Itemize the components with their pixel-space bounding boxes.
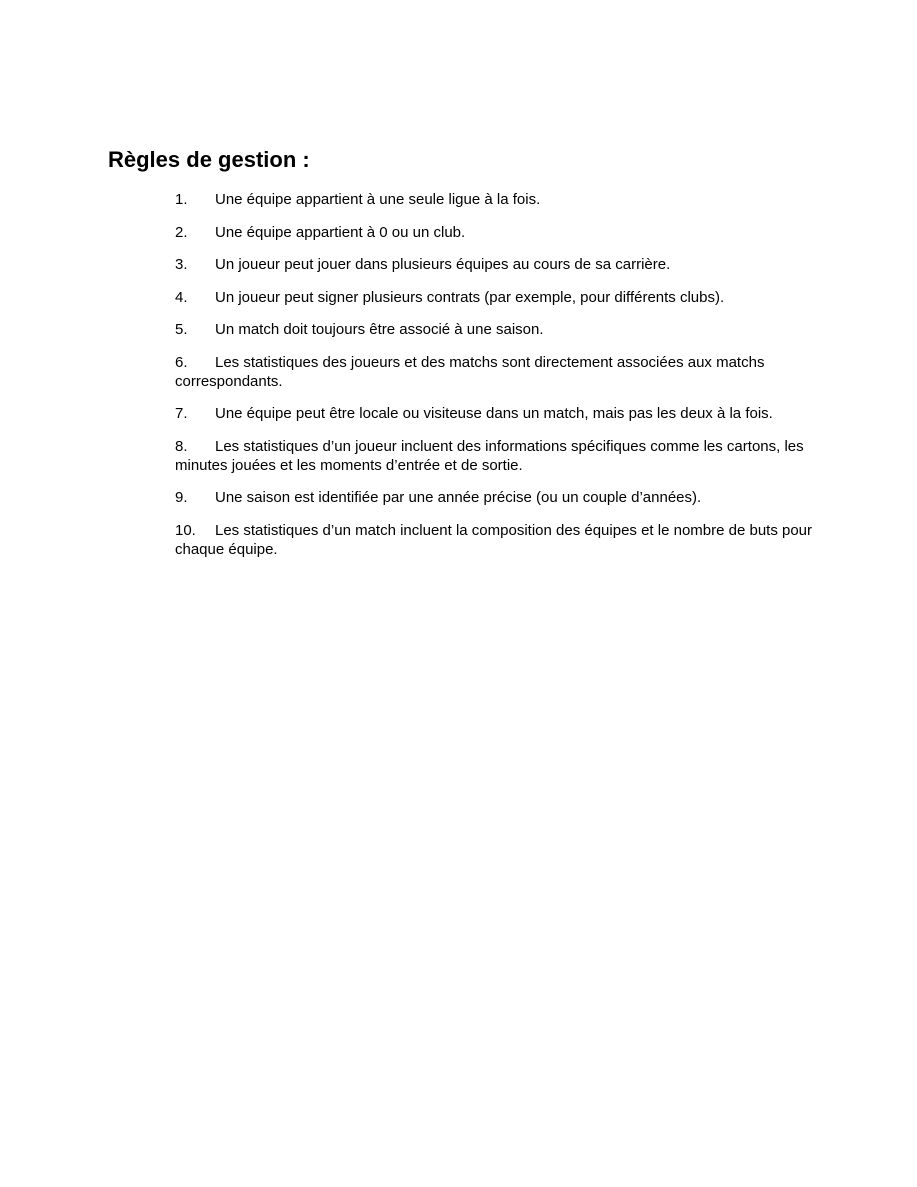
rule-item <box>175 353 815 391</box>
rule-item <box>175 521 815 559</box>
rule-number: 9. <box>175 489 188 506</box>
rule-item <box>175 190 815 209</box>
rule-text: Une équipe appartient à une seule ligue à la fois. <box>215 191 541 208</box>
rule-text: Un match doit toujours être associé à une saison. <box>215 321 544 338</box>
rule-number: 7. <box>175 405 188 422</box>
rule-text: Les statistiques d’un match incluent la composition des équipes et le nombre de buts pour chaque équipe. <box>175 521 813 558</box>
rule-item <box>175 255 815 274</box>
rule-text: Les statistiques des joueurs et des matchs sont directement associées aux matchs correspondants. <box>175 353 765 390</box>
rule-item <box>175 288 815 307</box>
rule-text: Une équipe appartient à 0 ou un club. <box>215 223 466 241</box>
rule-number: 5. <box>175 321 188 338</box>
section-heading: Règles de gestion : <box>108 147 310 172</box>
rule-item <box>175 320 815 339</box>
rule-item <box>175 437 815 475</box>
rule-item <box>175 488 815 507</box>
rule-number: 1. <box>175 191 188 208</box>
rule-item <box>175 404 815 423</box>
rule-number: 3. <box>175 256 188 273</box>
rule-number: 10. <box>175 521 196 539</box>
rule-text: Les statistiques d’un joueur incluent des informations spécifiques comme les cartons, les minutes jouées et les moments d’entrée et de sortie. <box>175 437 804 474</box>
rules-list <box>175 190 815 572</box>
rule-item <box>175 223 815 242</box>
rule-text: Une saison est identifiée par une année précise (ou un couple d’années). <box>215 489 702 506</box>
rule-text: Un joueur peut signer plusieurs contrats (par exemple, pour différents clubs). <box>215 288 725 306</box>
rule-number: 8. <box>175 437 188 455</box>
rule-text: Une équipe peut être locale ou visiteuse dans un match, mais pas les deux à la fois. <box>215 405 773 422</box>
rule-text: Un joueur peut jouer dans plusieurs équipes au cours de sa carrière. <box>215 256 671 273</box>
rule-number: 6. <box>175 353 188 371</box>
rule-number: 4. <box>175 288 188 306</box>
rule-number: 2. <box>175 223 188 241</box>
